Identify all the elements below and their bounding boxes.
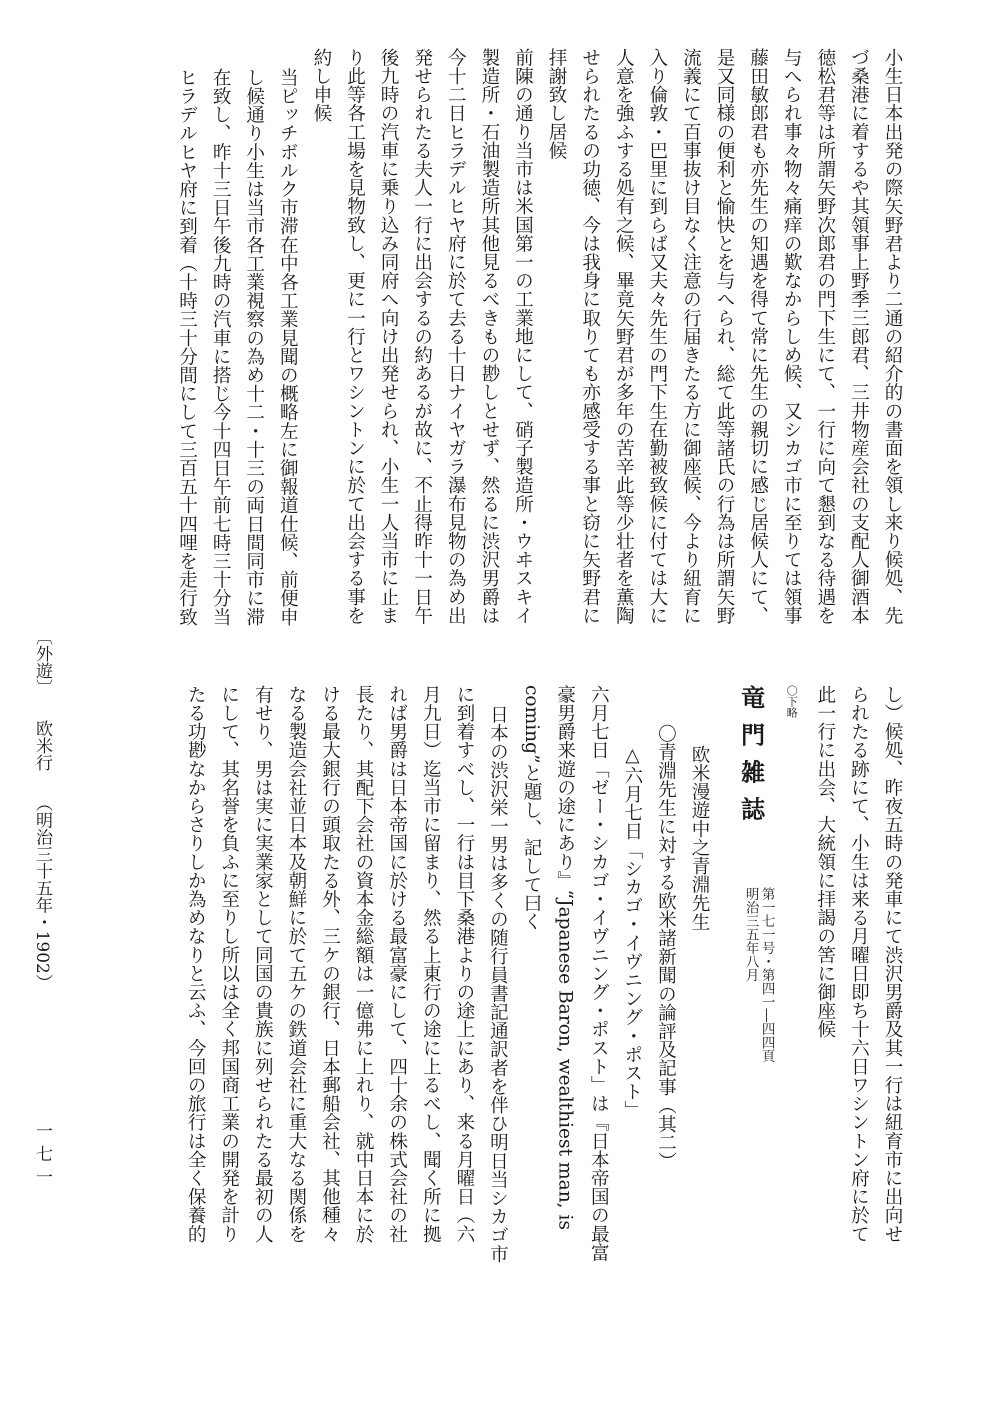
text-column: たる功尠なからさりしか為めなりと云ふ、今回の旅行は全く保養的 [185, 685, 207, 1243]
text-column: 前陳の通り当市は米国第一の工業地にして、硝子製造所・ウヰスキイ [512, 48, 534, 625]
omission-note: 〇下略 [785, 685, 799, 718]
text-column: ヒラデルヒヤ府に到着（十時三十分間にして三百五十四哩を走行致 [176, 67, 198, 626]
text-column: り此等各工場を見物致し、更に一行とワシントンに於て出会する事を [344, 48, 366, 625]
footer-era: （明治三十五年・1902） [32, 794, 52, 991]
text-column: にして、其名誉を負ふに至りし所以は全く邦国商工業の開発を計り [218, 685, 240, 1243]
text-column: 藤田敏郎君も亦先生の知遇を得て常に先生の親切に感じ居候人にて、 [747, 48, 769, 625]
text-column: 小生日本出発の際矢野君より二通の紹介的の書面を領し来り候処、先 [882, 48, 903, 625]
upper-text-block [89, 48, 909, 663]
page-number: 一七一 [32, 1122, 52, 1191]
text-column: 此一行に出会、大統領に拝謁の筈に御座候 [814, 685, 836, 1039]
text-segment: 豪男爵来遊の途にあり』 [554, 685, 576, 890]
text-column: 約し申候 [310, 48, 332, 123]
text-column: せられたるの功徳、今は我身に取りても亦感受する事と窃に矢野君に [579, 48, 601, 625]
text-column: られたる跡にて、小生は来る月曜日即ち十六日ワシントン府に於て [848, 685, 870, 1243]
section-heading: △六月七日「シカゴ・イヴニング・ポスト」 [621, 744, 643, 1119]
text-column: ける最大銀行の頭取たる外、三ケの銀行、日本郵船会社、其他種々 [319, 685, 341, 1243]
article-subheading: 〇青淵先生に対する欧米諸新聞の論評及記事（其二） [655, 724, 677, 1171]
text-column: 発せられたる夫人一行に出会するの約あるが故に、不止得昨十一日午 [411, 48, 433, 625]
text-column: し）候処、昨夜五時の発車にて渋沢男爵及其一行は紐育市に出向せ [882, 685, 903, 1243]
text-column [514, 685, 548, 1290]
english-headline-end: coming” [521, 685, 543, 764]
text-column: なる製造会社並日本及朝鮮に於て五ケの鉄道会社に重大なる関係を [285, 685, 307, 1243]
issue-number: 第一七一号・第四一―四四頁 [758, 886, 775, 1063]
running-footer [30, 628, 55, 991]
text-column: 当ピッチボルク市滞在中各工業見聞の概略左に御報道仕候、前便申 [277, 67, 299, 626]
english-headline: “Japanese Baron, wealthiest man, is [554, 889, 576, 1230]
magazine-title: 竜門雑誌 [736, 685, 766, 834]
text-column: 長たり、其配下会社の資本金総額は一億弗に上れり、就中日本に於 [353, 685, 375, 1243]
text-segment: と題し、記して曰く [521, 763, 543, 931]
text-column: 在致し、昨十三日午後九時の汽車に搭じ今十四日午前七時三十分当 [210, 67, 232, 626]
footer-section: 〔外遊〕 [32, 628, 52, 696]
text-column: 是又同様の便利と愉快とを与へられ、総て此等諸氏の行為は所謂矢野 [714, 48, 736, 625]
issue-date: 明治三五年八月 [742, 886, 759, 982]
text-column: に到着すべし、一行は目下桑港よりの途上にあり、来る月曜日（六 [453, 685, 475, 1243]
text-column: 月九日）迄当市に留まり、然る上東行の途に上るべし、聞く所に拠 [420, 685, 442, 1243]
text-column: し候通り小生は当市各工業視察の為め十二・十三の両日間同市に滞 [243, 67, 265, 626]
footer-chapter: 欧米行 [32, 719, 52, 771]
lower-text-block [89, 685, 909, 1290]
text-column: 流義にて百事抜け目なく注意の行届きたる方に御座候、今より紐育に [680, 48, 702, 625]
magazine-issue [743, 887, 775, 1063]
text-column: 入り倫敦・巴里に到らば又夫々先生の門下生在勤被致候に付ては大に [646, 48, 668, 625]
text-column: 後九時の汽車に乗り込み同府へ向け出発せられ、小生一人当市に止ま [378, 48, 400, 625]
text-column: 拝謝致し居候 [546, 48, 568, 160]
text-column: 人意を強ふする処有之候、畢竟矢野君が多年の苦辛此等少壮者を薫陶 [613, 48, 635, 625]
text-column: 与へられ事々物々痛痒の歎なからしめ候、又シカゴ市に至りては領事 [781, 48, 803, 625]
text-column: 有せり、男は実に実業家として同国の貴族に列せられたる最初の人 [252, 685, 274, 1243]
article-heading: 欧米漫遊中之青淵先生 [689, 744, 711, 931]
text-column: 六月七日「ゼー・シカゴ・イヴニング・ポスト」は『日本帝国の最富 [588, 685, 610, 1262]
text-column [548, 685, 582, 1290]
text-column: づ桑港に着するや其領事上野季三郎君、三井物産会社の支配人御酒本 [848, 48, 870, 625]
text-column: 製造所・石油製造所其他見るべきもの尠しとせず、然るに渋沢男爵は [478, 48, 500, 625]
source-citation [734, 685, 775, 1290]
text-column: れば男爵は日本帝国に於ける最富豪にして、四十余の株式会社の社 [386, 685, 408, 1243]
text-column: 日本の渋沢栄一男は多くの随行員書記通訳者を伴ひ明日当シカゴ市 [487, 704, 509, 1263]
text-column: 今十二日ヒラデルヒヤ府に於て去る十日ナイヤガラ瀑布見物の為め出 [445, 48, 467, 625]
text-column: 徳松君等は所謂矢野次郎君の門下生にて、一行に向て懇到なる待遇を [814, 48, 836, 625]
